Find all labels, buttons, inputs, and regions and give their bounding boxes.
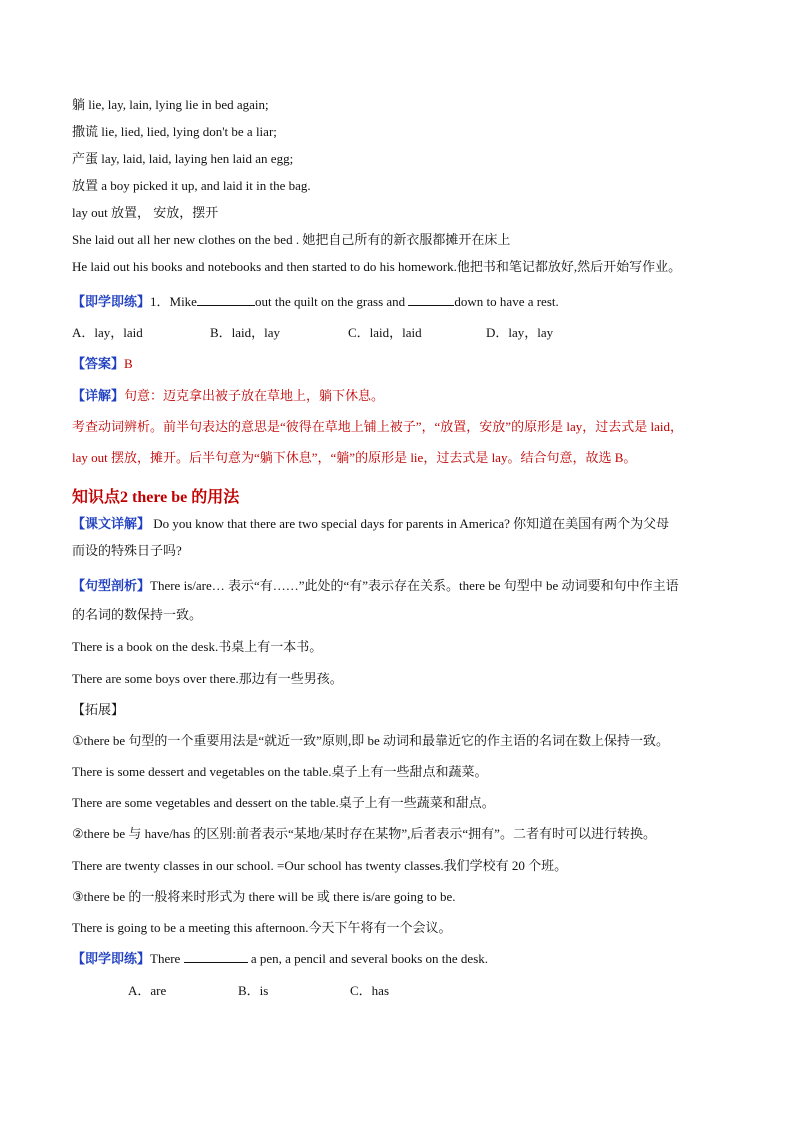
exercise-tag: 【即学即练】 — [72, 294, 151, 309]
options-row — [128, 982, 389, 1000]
question-text: down to have a rest. — [454, 294, 559, 309]
answer-value: B — [124, 356, 133, 371]
lesson-line — [72, 515, 669, 533]
example-line: There are twenty classes in our school. =Our school has twenty classes.我们学校有 20 个班。 — [72, 858, 568, 873]
text-line: 放置 a boy picked it up, and laid it in the bag. — [72, 178, 311, 193]
option-b[interactable]: B．laid，lay — [210, 325, 281, 340]
options-row — [72, 324, 553, 342]
pattern-line: 的名词的数保持一致。 — [72, 607, 203, 622]
pattern-tag: 【句型剖析】 — [72, 578, 151, 593]
pattern-line — [72, 577, 679, 595]
text-line: 产蛋 lay, laid, laid, laying hen laid an egg; — [72, 151, 294, 166]
option-a[interactable]: A．are — [128, 983, 167, 998]
option-b[interactable]: B．is — [238, 983, 269, 998]
detail-tag: 【详解】 — [72, 388, 125, 403]
option-a[interactable]: A．lay，laid — [72, 325, 143, 340]
detail-line: 考查动词辨析。前半句表达的意思是“彼得在草地上铺上被子”，“放置，安放”的原形是 lay，过去式是 laid， — [72, 419, 683, 434]
exercise-question — [72, 950, 488, 968]
pattern-text: There is/are… 表示“有……”此处的“有”表示存在关系。there be 句型中 be 动词要和句中作主语 — [150, 578, 679, 593]
example-line: There is some dessert and vegetables on the table.桌子上有一些甜点和蔬菜。 — [72, 764, 488, 779]
point-line: ②there be 与 have/has 的区别:前者表示“某地/某时存在某物”,后者表示“拥有”。二者有时可以进行转换。 — [72, 826, 656, 841]
question-text: out the quilt on the grass and — [254, 294, 406, 309]
text-line: 撒谎 lie, lied, lied, lying don't be a liar; — [72, 124, 277, 139]
section-heading: 知识点2 there be 的用法 — [72, 489, 240, 506]
option-c[interactable]: C．has — [350, 983, 390, 998]
exercise-tag: 【即学即练】 — [72, 951, 151, 966]
option-d[interactable]: D．lay，lay — [486, 325, 554, 340]
answer-line — [72, 355, 133, 373]
exercise-question — [72, 293, 559, 311]
answer-blank[interactable] — [184, 950, 248, 963]
text-line: lay out 放置， 安放，摆开 — [72, 205, 219, 220]
text-line: He laid out his books and notebooks and then started to do his homework.他把书和笔记都放好,然后开始写作业。 — [72, 259, 682, 274]
point-line: ①there be 句型的一个重要用法是“就近一致”原则,即 be 动词和最靠近它的作主语的名词在数上保持一致。 — [72, 733, 669, 748]
lesson-line: 而设的特殊日子吗? — [72, 543, 182, 558]
text-line: She laid out all her new clothes on the bed . 她把自己所有的新衣服都摊开在床上 — [72, 232, 511, 247]
expand-tag: 【拓展】 — [72, 702, 125, 717]
answer-blank[interactable] — [197, 293, 255, 306]
lesson-text: Do you know that there are two special days for parents in America? 你知道在美国有两个为父母 — [150, 516, 670, 531]
text-line: 躺 lie, lay, lain, lying lie in bed again; — [72, 97, 269, 112]
detail-line — [72, 387, 384, 405]
question-text: a pen, a pencil and several books on the desk. — [250, 951, 489, 966]
lesson-tag: 【课文详解】 — [72, 516, 151, 531]
answer-blank[interactable] — [408, 293, 454, 306]
question-text: 1．Mike — [150, 294, 197, 309]
example-line: There is a book on the desk.书桌上有一本书。 — [72, 639, 323, 654]
example-line: There is going to be a meeting this afternoon.今天下午将有一个会议。 — [72, 920, 452, 935]
detail-text: 句意：迈克拿出被子放在草地上，躺下休息。 — [124, 388, 385, 403]
answer-tag: 【答案】 — [72, 356, 125, 371]
example-line: There are some boys over there.那边有一些男孩。 — [72, 671, 343, 686]
option-c[interactable]: C．laid，laid — [348, 325, 422, 340]
detail-line: lay out 摆放，摊开。后半句意为“躺下休息”，“躺”的原形是 lie，过去式是 lay。结合句意，故选 B。 — [72, 450, 637, 465]
point-line: ③there be 的一般将来时形式为 there will be 或 there is/are going to be. — [72, 889, 456, 904]
example-line: There are some vegetables and dessert on the table.桌子上有一些蔬菜和甜点。 — [72, 795, 495, 810]
question-text: There — [150, 951, 181, 966]
